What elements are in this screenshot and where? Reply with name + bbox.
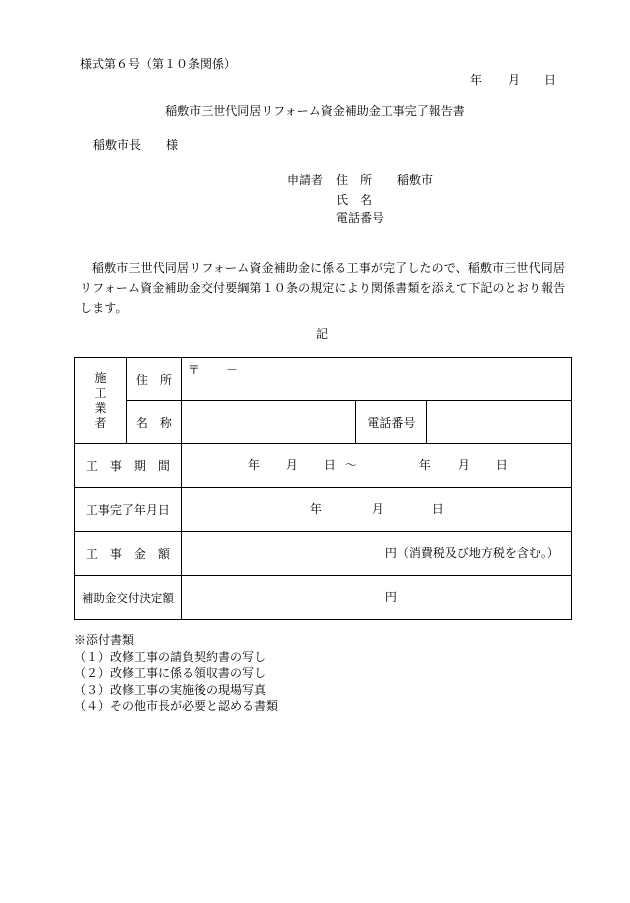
applicant-address-label: 住 所 <box>336 173 373 187</box>
amount-label: 工 事 金 額 <box>75 532 182 576</box>
completion-day: 日 <box>431 501 444 516</box>
attachments-section <box>74 632 278 715</box>
period-value <box>181 444 571 488</box>
period-day-end: 日 <box>495 457 508 472</box>
contractor-label: 施工業者 <box>94 370 107 430</box>
completion-month: 月 <box>371 501 384 516</box>
period-year-end: 年 <box>418 457 431 472</box>
postal-dash: － <box>225 363 238 377</box>
completion-label: 工事完了年月日 <box>75 488 182 532</box>
addressee-honorific: 様 <box>166 138 179 152</box>
amount-unit-note: 円（消費税及び地方税を含む。） <box>384 545 559 560</box>
date-month: 月 <box>508 73 521 87</box>
subsidy-unit: 円 <box>384 589 397 604</box>
contractor-name-value <box>181 401 356 444</box>
attachment-item: （１）改修工事の請負契約書の写し <box>74 649 267 664</box>
report-body-text: 稲敷市三世代同居リフォーム資金補助金に係る工事が完了したので、稲敷市三世代同居リフォーム資金補助金交付要綱第１０条の規定により関係書類を添えて下記のとおり報告します。 <box>80 261 566 315</box>
contractor-phone-value <box>427 401 572 444</box>
date-year: 年 <box>470 73 483 87</box>
page-title: 稲敷市三世代同居リフォーム資金補助金工事完了報告書 <box>165 104 465 118</box>
contractor-address-label: 住 所 <box>126 358 181 401</box>
ki-mark: 記 <box>316 327 329 341</box>
contractor-phone-label: 電話番号 <box>356 401 427 444</box>
addressee-name: 稲敷市長 <box>93 138 142 152</box>
attachment-item: （２）改修工事に係る領収書の写し <box>74 666 267 680</box>
applicant-label: 申請者 <box>287 173 324 187</box>
attachment-item: （３）改修工事の実施後の現場写真 <box>74 682 267 697</box>
postal-mark: 〒 <box>187 363 200 377</box>
completion-year: 年 <box>309 501 322 516</box>
period-year-start: 年 <box>247 457 260 472</box>
attachment-item: （４）その他市長が必要と認める書類 <box>74 699 279 713</box>
subsidy-label: 補助金交付決定額 <box>75 576 182 620</box>
applicant-phone-label: 電話番号 <box>336 211 385 225</box>
contractor-address-value <box>181 358 571 401</box>
applicant-address-value: 稲敷市 <box>397 173 434 187</box>
applicant-name-label: 氏 名 <box>336 193 373 207</box>
period-tilde: ～ <box>344 457 357 472</box>
attachments-heading: ※添付書類 <box>74 633 135 647</box>
date-day: 日 <box>544 73 557 87</box>
contractor-label-cell <box>75 358 127 444</box>
report-table <box>74 357 572 620</box>
contractor-name-label: 名 称 <box>126 401 181 444</box>
period-day-start: 日 <box>323 457 336 472</box>
subsidy-value <box>181 576 571 620</box>
amount-value <box>181 532 571 576</box>
period-month-start: 月 <box>285 457 298 472</box>
completion-value <box>181 488 571 532</box>
period-month-end: 月 <box>457 457 470 472</box>
period-label: 工 事 期 間 <box>75 444 182 488</box>
form-number: 様式第６号（第１０条関係） <box>80 57 237 71</box>
